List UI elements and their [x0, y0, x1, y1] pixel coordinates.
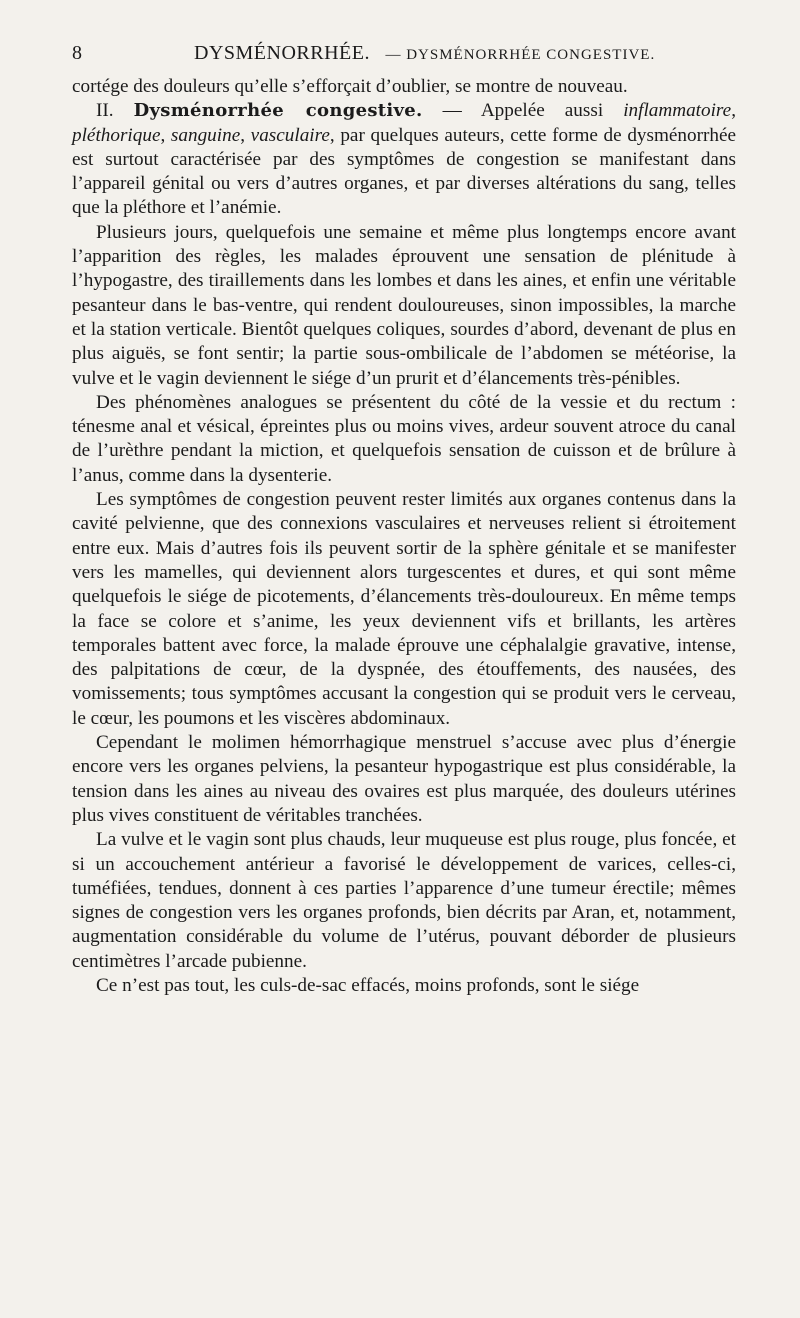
paragraph-2-text-c: , [160, 124, 171, 146]
page-header [72, 42, 736, 65]
paragraph-3: Plusieurs jours, quelquefois une semaine et même plus longtemps encore avant l’apparition des règles, les malades éprouvent une sensation de plénitude à l’hypogastre, des tiraillements dans les lombes et dans les aines, et enfin une véritable pesanteur dans le bas-ventre, qui rendent douloureuses, sinon impossibles, la marche et la station verticale. Bientôt quelques coliques, sourdes d’abord, devenant de plus en plus aiguës, se font sentir; la partie sous-ombilicale de l’abdomen se météorise, la vulve et le vagin deviennent le siége d’un prurit et d’élancements très-pénibles. [72, 221, 736, 389]
term-sanguine: sanguine [170, 124, 241, 146]
running-head [194, 42, 655, 65]
paragraph-7: La vulve et le vagin sont plus chauds, leur muqueuse est plus rouge, plus foncée, et si un accouchement antérieur a favorisé le développement de varices, celles-ci, tuméfiées, tendues, donnent à ces parties l’apparence d’une tumeur érectile; mêmes signes de congestion vers les organes profonds, bien décrits par Aran, et, notamment, augmentation considérable du volume de l’utérus, pouvant déborder de plusieurs centimètres l’arcade pubienne. [72, 829, 736, 972]
paragraph-8: Ce n’est pas tout, les culs-de-sac effacés, moins profonds, sont le siége [96, 974, 640, 996]
term-inflammatoire: inflammatoire [623, 100, 732, 122]
section-number: II. [96, 100, 114, 122]
paragraph-2-text-e: , par quelques auteurs, cette forme de dysménorrhée est surtout caractérisée par des symptômes de congestion se manifestant dans l’appareil génital ou vers d’autres organes, et par diverses altérations du sang, telles que la pléthore et l’anémie. [72, 124, 737, 219]
paragraph-6: Cependant le molimen hémorrhagique menstruel s’accuse avec plus d’énergie encore vers les organes pelviens, la pesanteur hypogastrique est plus considérable, la tension dans les aines au niveau des ovaires est plus marquée, des douleurs utérines plus vives constituent de véritables tranchées. [72, 732, 736, 826]
term-plethorique: pléthorique [72, 124, 161, 146]
paragraph-2 [72, 99, 736, 220]
page-number: 8 [72, 42, 83, 64]
paragraph-2-text-a: — Appelée aussi [422, 100, 624, 122]
paragraph-1: cortége des douleurs qu’elle s’efforçait d’oublier, se montre de nouveau. [72, 76, 628, 97]
section-title: Dysménorrhée congestive. [133, 100, 423, 122]
paragraph-2-text-d: , [240, 124, 251, 146]
body-text [72, 75, 736, 998]
term-vasculaire: vasculaire [250, 124, 330, 146]
running-subtitle: — DYSMÉNORRHÉE CONGESTIVE. [385, 47, 656, 63]
running-title: DYSMÉNORRHÉE. [194, 42, 370, 64]
paragraph-4: Des phénomènes analogues se présentent du côté de la vessie et du rectum : ténesme anal et vésical, épreintes plus ou moins vives, ardeur souvent atroce du canal de l’urèthre pendant la miction, et quelquefois sensation de cuisson et de brûlure à l’anus, comme dans la dysenterie. [72, 391, 736, 486]
paragraph-5: Les symptômes de congestion peuvent rester limités aux organes contenus dans la cavité pelvienne, que des connexions vasculaires et nerveuses relient si étroitement entre eux. Mais d’autres fois ils peuvent sortir de la sphère génitale et se manifester vers les mamelles, qui deviennent alors turgescentes et dures, et qui sont même quelquefois le siége de picotements, d’élancements très-douloureux. En même temps la face se colore et s’anime, les yeux deviennent vifs et brillants, les artères temporales battent avec force, la malade éprouve une céphalalgie gravative, intense, des palpitations de cœur, de la dyspnée, des étouffements, des nausées, des vomissements; tous symptômes accusant la congestion qui se produit vers le cerveau, le cœur, les poumons et les viscères abdominaux. [72, 489, 736, 729]
paragraph-2-text-b: , [731, 100, 736, 122]
